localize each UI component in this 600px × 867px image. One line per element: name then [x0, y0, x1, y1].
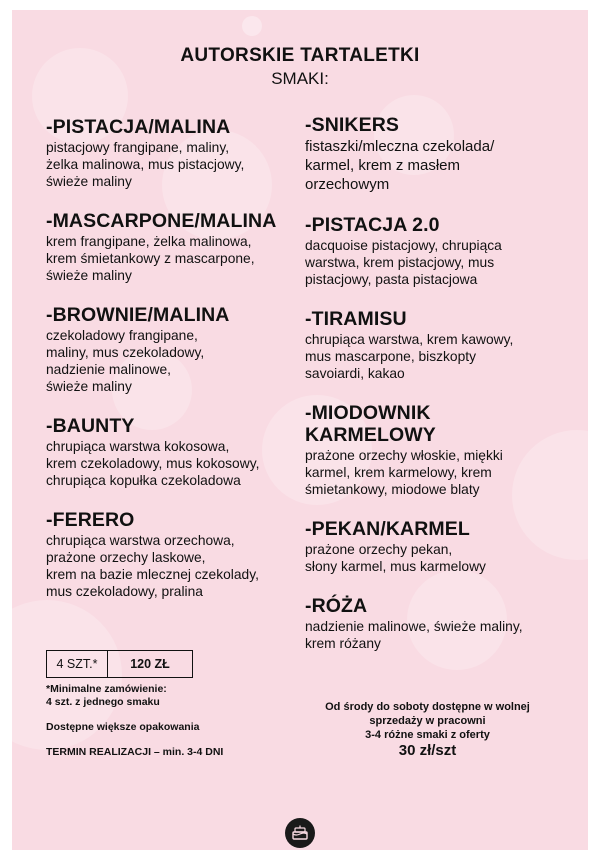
flavor-description: chrupiąca warstwa, krem kawowy, mus mascarpone, biszkopty savoiardi, kakao — [305, 332, 514, 381]
flavor-name: -FERERO — [46, 509, 135, 531]
menu-header — [0, 45, 600, 89]
order-notes — [46, 683, 286, 759]
flavor-description: prażone orzechy włoskie, miękki karmel, krem karmelowy, krem śmietankowy, miodowe blaty — [305, 448, 503, 497]
cake-logo-icon — [285, 818, 315, 848]
retail-line: sprzedaży w pracowni — [369, 715, 486, 727]
flavor-name: -PEKAN/KARMEL — [305, 518, 470, 540]
flavor-item — [305, 114, 550, 194]
bigger-packages-note: Dostępne większe opakowania — [46, 721, 200, 733]
flavor-item — [46, 509, 294, 600]
flavor-description: pistacjowy frangipane, maliny, żelka malinowa, mus pistacjowy, świeże maliny — [46, 140, 245, 189]
flavor-item — [46, 210, 294, 284]
flavor-name: -PISTACJA/MALINA — [46, 116, 231, 138]
price-table — [46, 650, 193, 678]
retail-line: Od środy do soboty dostępne w wolnej — [325, 701, 530, 713]
flavor-description: prażone orzechy pekan, słony karmel, mus karmelowy — [305, 542, 486, 574]
flavor-description: dacquoise pistacjowy, chrupiąca warstwa, krem pistacjowy, mus pistacjowy, pasta pistacjowa — [305, 238, 502, 287]
flavor-item — [46, 415, 294, 489]
flavor-name: -MIODOWNIK KARMELOWY — [305, 402, 436, 446]
retail-price: 30 zł/szt — [398, 742, 457, 759]
min-order-note: *Minimalne zamówienie: — [46, 683, 167, 695]
flavor-description: fistaszki/mleczna czekolada/ karmel, krem z masłem orzechowym — [305, 138, 495, 193]
page-title: AUTORSKIE TARTALETKI — [180, 45, 420, 66]
price-cell: 120 ZŁ — [130, 657, 170, 671]
flavor-name: -BROWNIE/MALINA — [46, 304, 230, 326]
flavor-item — [305, 595, 550, 652]
top-badge-icon — [242, 16, 262, 36]
flavor-description: chrupiąca warstwa kokosowa, krem czekoladowy, mus kokosowy, chrupiąca kopułka czekoladowa — [46, 439, 260, 488]
flavor-item — [46, 304, 294, 395]
retail-line: 3-4 różne smaki z oferty — [365, 729, 490, 741]
flavor-description: nadzienie malinowe, świeże maliny, krem różany — [305, 619, 523, 651]
flavor-name: -BAUNTY — [46, 415, 135, 437]
quantity-cell: 4 SZT.* — [47, 651, 108, 677]
flavor-item — [305, 402, 550, 498]
retail-info — [305, 700, 550, 758]
flavor-name: -SNIKERS — [305, 114, 399, 136]
page-subtitle: SMAKI: — [271, 69, 329, 88]
flavor-item — [305, 308, 550, 382]
lead-time-note: TERMIN REALIZACJI – min. 3-4 DNI — [46, 746, 224, 758]
flavor-name: -PISTACJA 2.0 — [305, 214, 440, 236]
flavor-name: -MASCARPONE/MALINA — [46, 210, 277, 232]
right-flavor-column — [305, 114, 550, 672]
flavor-item — [46, 116, 294, 190]
flavor-description: krem frangipane, żelka malinowa, krem śmietankowy z mascarpone, świeże maliny — [46, 234, 255, 283]
flavor-item — [305, 518, 550, 575]
flavor-item — [305, 214, 550, 288]
flavor-description: chrupiąca warstwa orzechowa, prażone orzechy laskowe, krem na bazie mlecznej czekolady, mus czekoladowy, pralina — [46, 533, 259, 599]
min-order-detail: 4 szt. z jednego smaku — [46, 696, 160, 708]
flavor-description: czekoladowy frangipane, maliny, mus czekoladowy, nadzienie malinowe, świeże maliny — [46, 328, 205, 394]
flavor-name: -TIRAMISU — [305, 308, 407, 330]
left-flavor-column — [46, 116, 294, 620]
flavor-name: -RÓŻA — [305, 595, 368, 617]
